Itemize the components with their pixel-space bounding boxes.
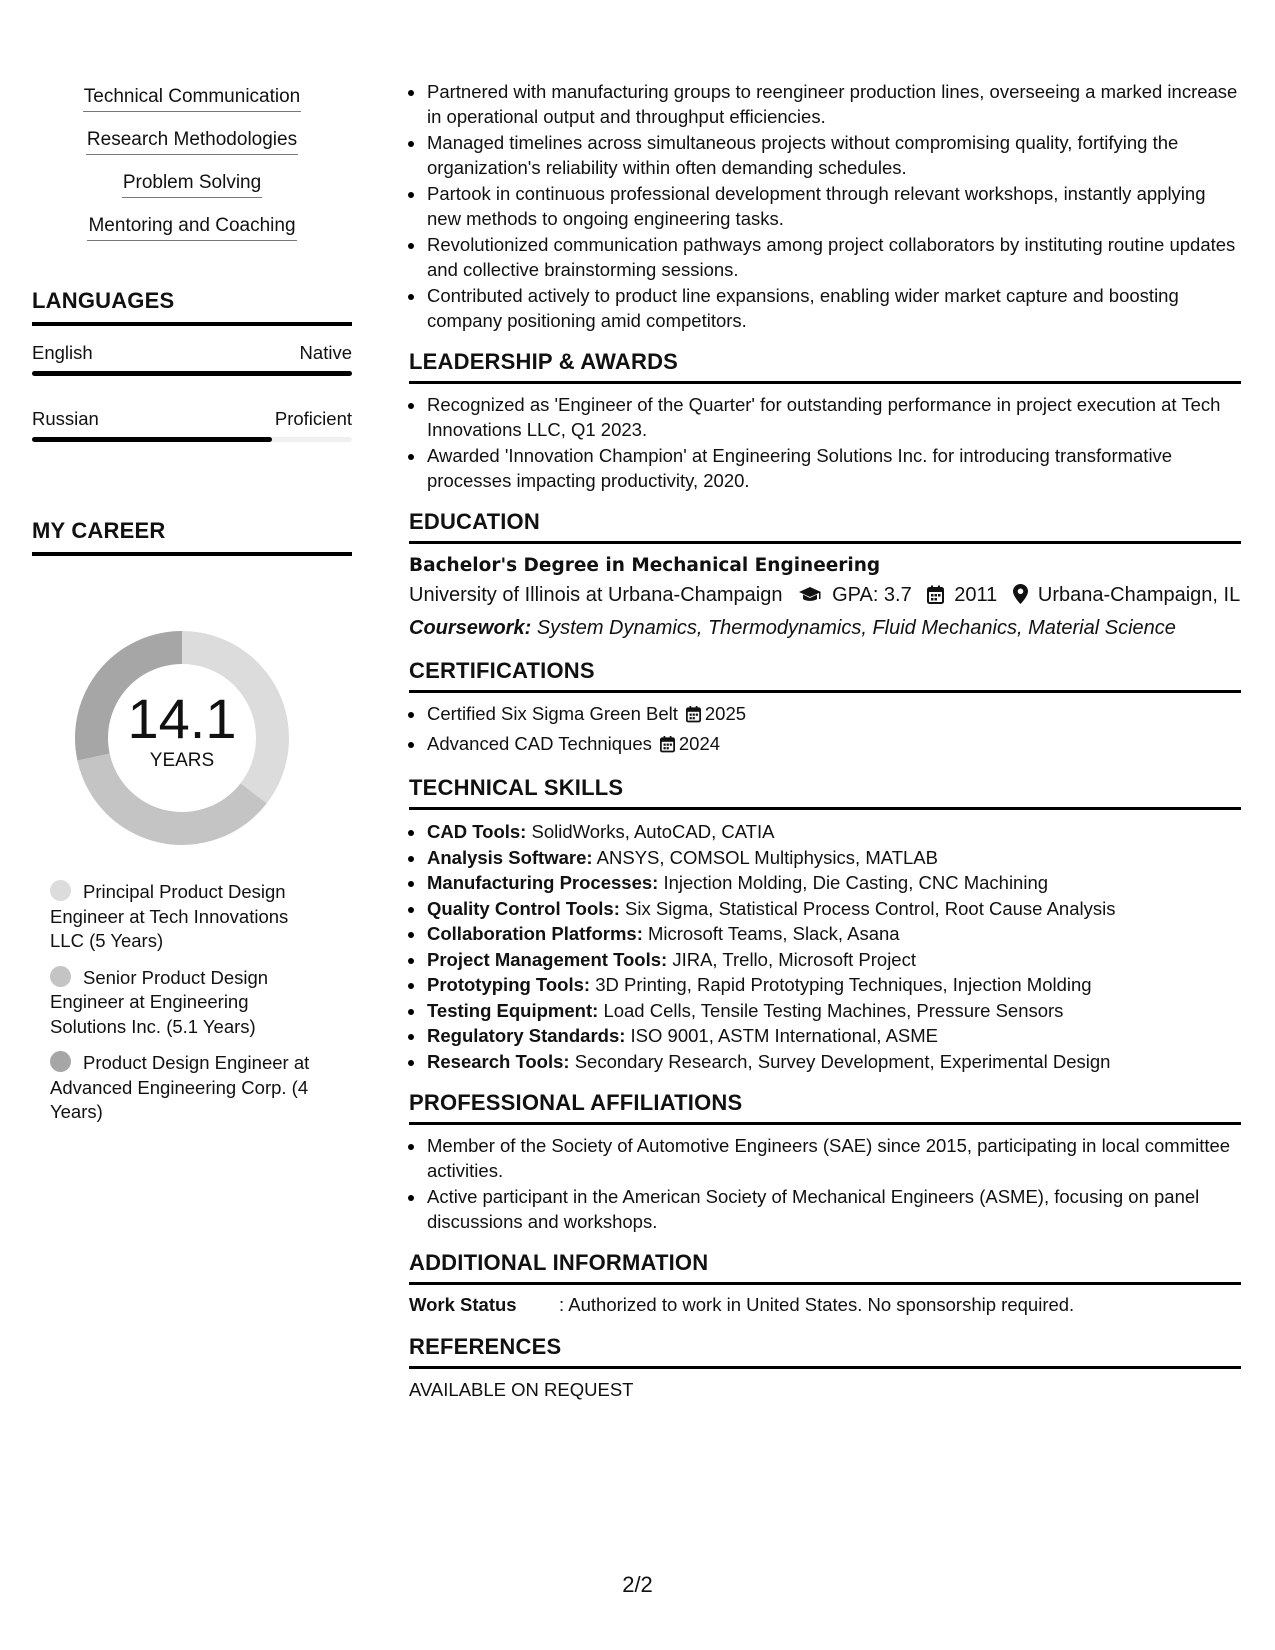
school-location: Urbana-Champaign, IL — [1037, 584, 1241, 606]
list-item: Project Management Tools: JIRA, Trello, Microsoft Project — [409, 947, 1241, 973]
location-pin-icon — [1013, 582, 1028, 614]
list-item: CAD Tools: SolidWorks, AutoCAD, CATIA — [409, 819, 1241, 845]
list-item: Member of the Society of Automotive Engineers (SAE) since 2015, participating in local committee activities. — [409, 1134, 1241, 1183]
calendar-icon — [660, 735, 675, 760]
list-item: Partnered with manufacturing groups to reengineer production lines, overseeing a marked increase in operational output and throughput efficiencies. — [409, 80, 1241, 129]
list-item: Quality Control Tools: Six Sigma, Statistical Process Control, Root Cause Analysis — [409, 896, 1241, 922]
work-status-value: : Authorized to work in United States. No sponsorship required. — [559, 1294, 1075, 1315]
calendar-icon — [686, 705, 701, 730]
legend-dot — [50, 1051, 71, 1072]
education-meta — [409, 579, 1241, 614]
list-item: Prototyping Tools: 3D Printing, Rapid Prototyping Techniques, Injection Molding — [409, 972, 1241, 998]
career-legend-item: Product Design Engineer at Advanced Engineering Corp. (4 Years) — [50, 1052, 310, 1122]
work-status-label: Work Status — [409, 1294, 517, 1315]
certifications-section — [409, 658, 1241, 759]
coursework: Coursework: System Dynamics, Thermodynamics, Fluid Mechanics, Material Science — [409, 617, 1176, 639]
list-item: Awarded 'Innovation Champion' at Engineering Solutions Inc. for introducing transformative processes impacting productivity, 2020. — [409, 444, 1241, 493]
career-legend — [50, 880, 320, 1137]
degree-title: Bachelor's Degree in Mechanical Engineering — [409, 555, 881, 576]
career-legend-item: Principal Product Design Engineer at Tech Innovations LLC (5 Years) — [50, 881, 289, 951]
section-title: EDUCATION — [409, 509, 1241, 544]
career-total-years: 14.1 — [127, 687, 237, 750]
calendar-icon — [927, 582, 944, 614]
references-text: AVAILABLE ON REQUEST — [409, 1379, 634, 1400]
language-proficiency-bar — [32, 371, 352, 376]
list-item: Recognized as 'Engineer of the Quarter' for outstanding performance in project execution at Tech Innovations LLC, Q1 2023. — [409, 393, 1241, 442]
list-item: Contributed actively to product line expansions, enabling wider market capture and boosting company positioning amid competitors. — [409, 284, 1241, 333]
school-name: University of Illinois at Urbana-Champaign — [409, 584, 783, 606]
language-name: Russian — [32, 408, 99, 429]
additional-info-section — [409, 1250, 1241, 1318]
list-item: Advanced CAD Techniques 2024 — [409, 732, 1241, 760]
legend-dot — [50, 966, 71, 987]
section-title: ADDITIONAL INFORMATION — [409, 1250, 1241, 1285]
right-column — [409, 80, 1241, 1402]
language-name: English — [32, 342, 93, 363]
technical-skills-section — [409, 775, 1241, 1074]
language-level: Native — [299, 342, 352, 363]
gpa: GPA: 3.7 — [832, 584, 912, 606]
list-item: Certified Six Sigma Green Belt 2025 — [409, 702, 1241, 730]
career-legend-item: Senior Product Design Engineer at Engineering Solutions Inc. (5.1 Years) — [50, 966, 269, 1037]
languages-heading: LANGUAGES — [32, 288, 352, 326]
list-item: Manufacturing Processes: Injection Molding, Die Casting, CNC Machining — [409, 870, 1241, 896]
list-item: Revolutionized communication pathways among project collaborators by instituting routine updates and collective brainstorming sessions. — [409, 233, 1241, 282]
skill-tag: Research Methodologies — [32, 129, 352, 155]
list-item: Research Tools: Secondary Research, Survey Development, Experimental Design — [409, 1049, 1241, 1075]
career-donut-chart — [64, 620, 300, 856]
experience-bullets — [409, 80, 1241, 333]
language-level: Proficient — [274, 408, 352, 429]
language-proficiency-fill — [32, 437, 272, 442]
skill-tag: Mentoring and Coaching — [32, 215, 352, 241]
list-item: Partook in continuous professional development through relevant workshops, instantly applying new methods to ongoing engineering tasks. — [409, 182, 1241, 231]
section-title: PROFESSIONAL AFFILIATIONS — [409, 1090, 1241, 1125]
career-heading: MY CAREER — [32, 518, 352, 556]
language-proficiency-fill — [32, 371, 352, 376]
graduation-year: 2011 — [954, 584, 998, 606]
section-title: LEADERSHIP & AWARDS — [409, 349, 1241, 384]
skill-tag: Technical Communication — [32, 86, 352, 112]
graduation-cap-icon — [798, 582, 822, 614]
section-title: REFERENCES — [409, 1334, 1241, 1369]
section-title: TECHNICAL SKILLS — [409, 775, 1241, 810]
work-status-row — [409, 1294, 1241, 1318]
list-item: Testing Equipment: Load Cells, Tensile Testing Machines, Pressure Sensors — [409, 998, 1241, 1024]
skill-tag: Problem Solving — [32, 172, 352, 198]
page-number: 2/2 — [622, 1572, 653, 1597]
leadership-section — [409, 349, 1241, 493]
affiliations-section — [409, 1090, 1241, 1234]
career-total-unit: YEARS — [149, 750, 215, 771]
section-title: CERTIFICATIONS — [409, 658, 1241, 693]
list-item: Regulatory Standards: ISO 9001, ASTM International, ASME — [409, 1023, 1241, 1049]
education-section — [409, 509, 1241, 642]
list-item: Managed timelines across simultaneous projects without compromising quality, fortifying the organization's reliability within often demanding schedules. — [409, 131, 1241, 180]
list-item: Active participant in the American Society of Mechanical Engineers (ASME), focusing on panel discussions and workshops. — [409, 1185, 1241, 1234]
references-section — [409, 1334, 1241, 1402]
list-item: Collaboration Platforms: Microsoft Teams, Slack, Asana — [409, 921, 1241, 947]
legend-dot — [50, 880, 71, 901]
list-item: Analysis Software: ANSYS, COMSOL Multiphysics, MATLAB — [409, 845, 1241, 871]
language-proficiency-bar — [32, 437, 352, 442]
